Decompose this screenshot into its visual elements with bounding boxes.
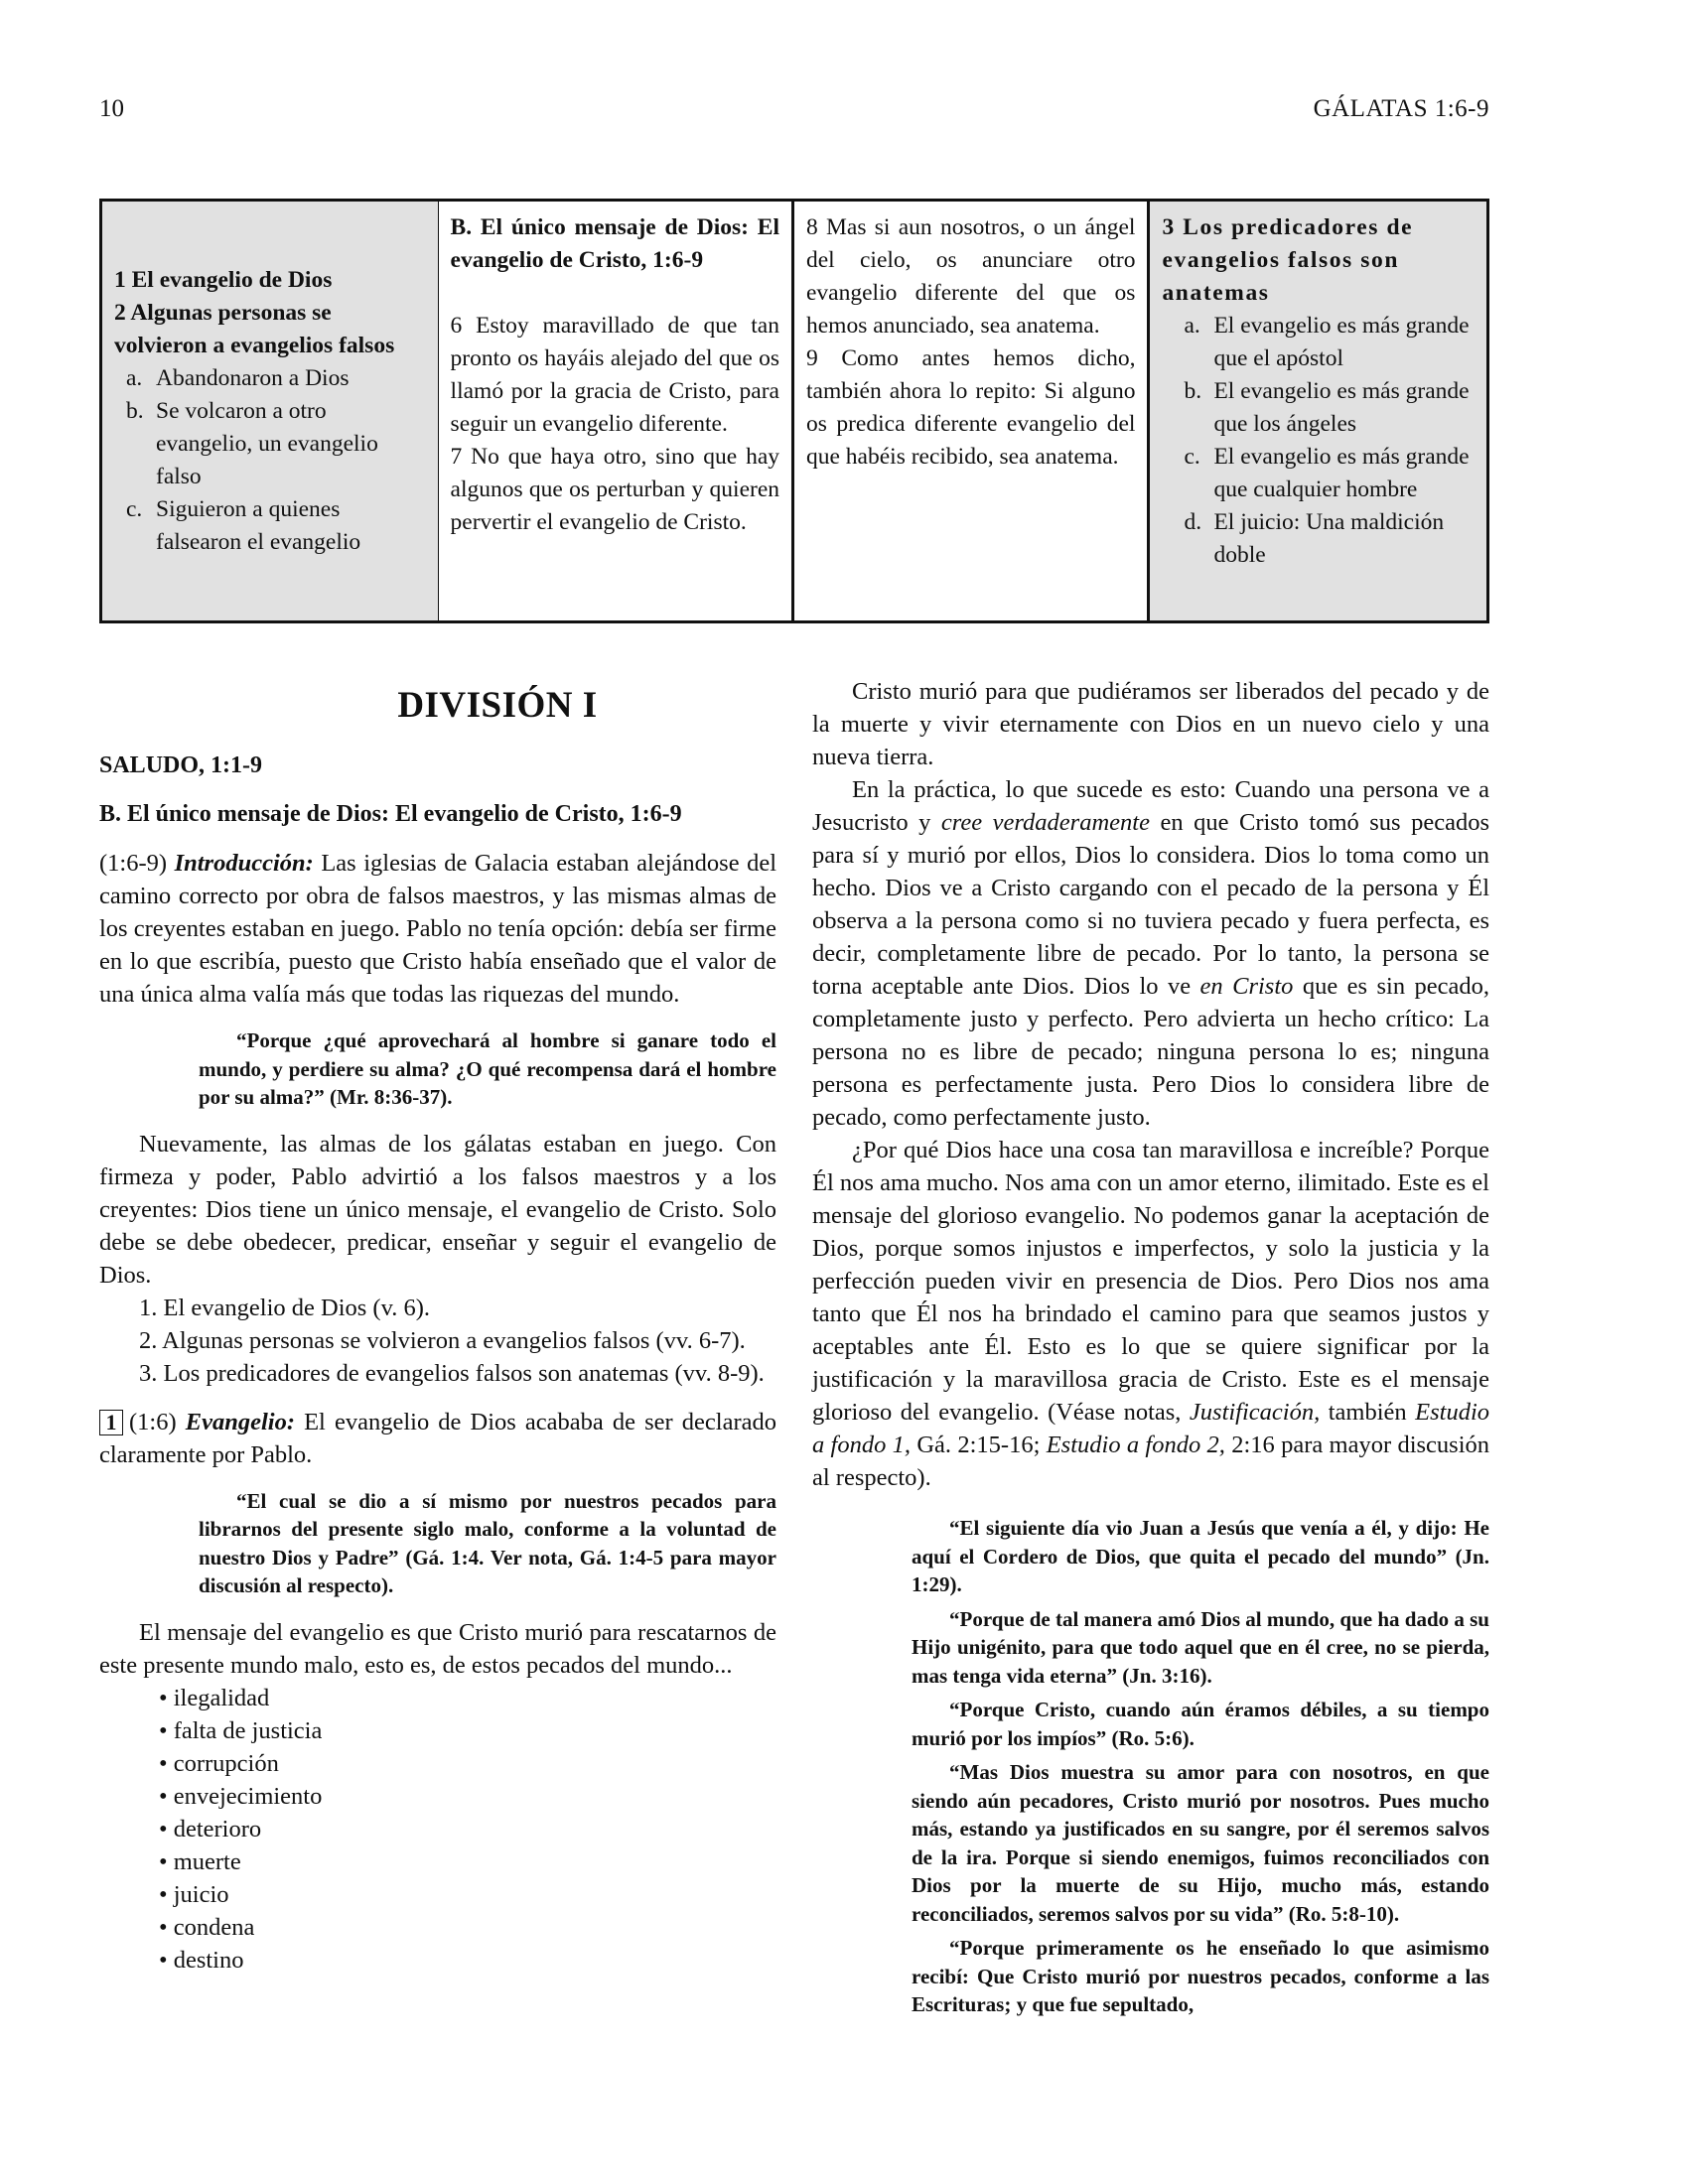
- quote-john-3-16: “Porque de tal manera amó Dios al mundo, que ha dado a su Hijo unigénito, para que todo aquel que en él cree, no se pierda, mas tenga vida eterna” (Jn. 3:16).: [912, 1606, 1489, 1688]
- left-column: [99, 675, 776, 1977]
- list-item: • destino: [159, 1946, 244, 1974]
- list-item: • corrupción: [159, 1749, 279, 1777]
- outline-point-1: 1 El evangelio de Dios: [114, 266, 333, 293]
- outline-scripture-1: [439, 202, 794, 620]
- list-item: • condena: [159, 1913, 255, 1941]
- right-paragraph-3: ¿Por qué Dios hace una cosa tan maravillosa e increíble? Porque Él nos ama mucho. Nos ama con un amor eterno, ilimitado. Este es el mensaje del glorioso evangelio. No podemos ganar la aceptación de Dios, porque somos injustos e imperfectos, y solo la justicia y la perfección pueden vivir en presencia de Dios. Pero Dios nos ama tanto que Él nos ha brindado el camino para que seamos justos y aceptables ante Él. Esto es lo que se quiere significar por la justificación y la maravillosa gracia de Cristo. Este es el mensaje glorioso del evangelio. (Véase notas, Justificación, también Estudio a fondo 1, Gá. 2:15-16; Estudio a fondo 2, 2:16 para mayor discusión al respecto).: [812, 1137, 1490, 1491]
- page-number: 10: [99, 95, 124, 122]
- outline-points-right: [1150, 202, 1486, 620]
- right-paragraph-2: En la práctica, lo que sucede es esto: Cuando una persona ve a Jesucristo y cree verdaderamente en que Cristo tomó sus pecados para sí y murió por ellos, Dios lo considera. Dios lo toma como un hecho. Dios ve a Cristo cargando con el pecado de la persona y Él observa a la persona como si no tuviera pecado y fuera perfecta, es decir, completamente libre de pecado. Por lo tanto, la persona se torna aceptable ante Dios. Dios lo ve en Cristo que es sin pecado, completamente justo y perfecto. Pero advierta un hecho crítico: La persona no es libre de pecado; ninguna persona lo es; ninguna persona es perfectamente justa. Pero Dios lo considera libre de pecado, como perfectamente justo.: [812, 776, 1490, 1131]
- outline-sub-b: b. Se volcaron a otro evangelio, un evangelio falso: [126, 397, 378, 489]
- right-paragraph-1: Cristo murió para que pudiéramos ser liberados del pecado y de la muerte y vivir eternamente con Dios en un nuevo cielo y una nueva tierra.: [812, 678, 1489, 770]
- outline-table: [99, 199, 1489, 623]
- list-item: 3. Los predicadores de evangelios falsos son anatemas (vv. 8-9).: [139, 1359, 765, 1387]
- quote-1-corinthians-15: “Porque primeramente os he enseñado lo que asimismo recibí: Que Cristo murió por nuestros pecados, conforme a las Escrituras; y que fue sepultado,: [912, 1936, 1489, 2016]
- quote-john-1-29: “El siguiente día vio Juan a Jesús que venía a él, y dijo: He aquí el Cordero de Dios, que quita el pecado del mundo” (Jn. 1:29).: [912, 1516, 1489, 1596]
- outline-sub-3b: b. El evangelio es más grande que los ángeles: [1184, 378, 1470, 437]
- outline-sub-3c: c. El evangelio es más grande que cualquier hombre: [1184, 444, 1470, 502]
- quote-romans-5-6: “Porque Cristo, cuando aún éramos débiles, a su tiempo murió por los impíos” (Ro. 5:6).: [912, 1698, 1489, 1750]
- list-item: 2. Algunas personas se volvieron a evangelios falsos (vv. 6-7).: [139, 1326, 746, 1354]
- right-column: [812, 675, 1489, 2019]
- paragraph-3: El mensaje del evangelio es que Cristo murió para rescatarnos de este presente mundo malo, esto es, de estos pecados del mundo...: [99, 1618, 776, 1679]
- outline-section-title: B. El único mensaje de Dios: El evangelio de Cristo, 1:6-9: [450, 214, 779, 273]
- outline-point-3: 3 Los predicadores de evangelios falsos son anatemas: [1162, 214, 1414, 306]
- outline-sub-c: c. Siguieron a quienes falsearon el evangelio: [126, 495, 361, 555]
- division-title: DIVISIÓN I: [397, 685, 598, 726]
- quote-romans-5-8-10: “Mas Dios muestra su amor para con nosotros, en que siendo aún pecadores, Cristo murió por nosotros. Pues mucho más, estando ya justificados en su sangre, por él seremos salvos de la ira. Porque si siendo enemigos, fuimos reconciliados con Dios por la muerte de su Hijo, mucho más, estando reconciliados, seremos salvos por su vida” (Ro. 5:8-10).: [912, 1760, 1489, 1926]
- verse-6: 6 Estoy maravillado de que tan pronto os hayáis alejado del que os llamó por la gracia de Cristo, para seguir un evangelio diferente.: [450, 313, 779, 437]
- paragraph-2: Nuevamente, las almas de los gálatas estaban en juego. Con firmeza y poder, Pablo advirtió a los falsos maestros y a los creyentes: Dios tiene un único mensaje, el evangelio de Cristo. Solo debe se debe obedecer, predicar, enseñar y seguir el evangelio de Dios.: [99, 1130, 776, 1289]
- verse-9: 9 Como antes hemos dicho, también ahora lo repito: Si alguno os predica diferente evangelio del que habéis recibido, sea anatema.: [806, 345, 1136, 470]
- quote-mark-8: “Porque ¿qué aprovechará al hombre si ganare todo el mundo, y perdiere su alma? ¿O qué recompensa dará el hombre por su alma?” (Mr. 8:36-37).: [199, 1028, 776, 1109]
- list-item: • deterioro: [159, 1815, 262, 1843]
- running-head: GÁLATAS 1:6-9: [1313, 95, 1489, 122]
- outline-points-left: [102, 202, 439, 620]
- list-item: • falta de justicia: [159, 1716, 323, 1744]
- quote-galatians-1-4: “El cual se dio a sí mismo por nuestros pecados para librarnos del presente siglo malo, conforme a la voluntad de nuestro Dios y Padre” (Gá. 1:4. Ver nota, Gá. 1:4-5 para mayor discusión al respecto).: [199, 1488, 776, 1597]
- outline-sub-3a: a. El evangelio es más grande que el apóstol: [1184, 313, 1470, 371]
- point-1-paragraph: 1 (1:6) Evangelio: El evangelio de Dios acababa de ser declarado claramente por Pablo.: [99, 1408, 777, 1468]
- outline-sub-3d: d. El juicio: Una maldición doble: [1184, 509, 1445, 568]
- outline-scripture-2: [794, 202, 1150, 620]
- sins-list: [99, 1682, 776, 1977]
- verse-7: 7 No que haya otro, sino que hay algunos que os perturban y quieren pervertir el evangelio de Cristo.: [450, 444, 779, 535]
- list-item: • muerte: [159, 1847, 241, 1875]
- list-item: • envejecimiento: [159, 1782, 323, 1810]
- point-number-box: 1: [99, 1410, 123, 1435]
- list-item: • ilegalidad: [159, 1684, 270, 1711]
- points-list: [99, 1292, 776, 1390]
- section-heading: B. El único mensaje de Dios: El evangelio de Cristo, 1:6-9: [99, 801, 682, 827]
- salutation-heading: SALUDO, 1:1-9: [99, 752, 263, 778]
- outline-point-2: 2 Algunas personas se volvieron a evangelios falsos: [114, 299, 395, 358]
- intro-paragraph: (1:6-9) Introducción: Las iglesias de Galacia estaban alejándose del camino correcto por obra de falsos maestros, y las mismas almas de los creyentes estaban en juego. Pablo no tenía opción: debía ser firme en lo que escribía, puesto que Cristo había enseñado que el valor de una única alma valía más que todas las riquezas del mundo.: [99, 850, 777, 1008]
- verse-8: 8 Mas si aun nosotros, o un ángel del cielo, os anunciare otro evangelio diferente del que os hemos anunciado, sea anatema.: [806, 214, 1136, 339]
- outline-sub-a: a. Abandonaron a Dios: [126, 364, 350, 391]
- list-item: • juicio: [159, 1880, 229, 1908]
- list-item: 1. El evangelio de Dios (v. 6).: [139, 1294, 431, 1321]
